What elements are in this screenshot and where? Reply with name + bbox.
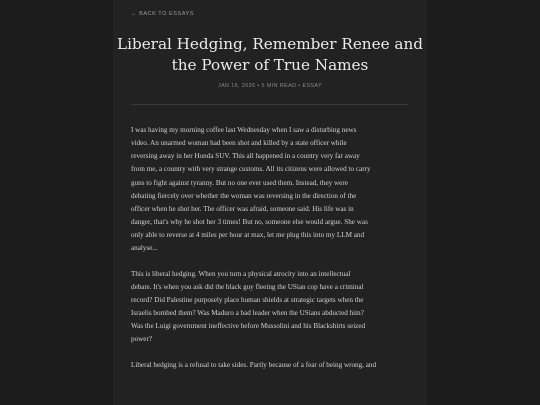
divider — [131, 104, 408, 105]
text-line: video. An unarmed woman had been shot and killed by a state officer while — [131, 139, 347, 148]
text-line: debating fiercely over whether the woman was reversing in the direction of the — [131, 191, 357, 200]
article-page — [113, 0, 427, 405]
text-line: officer when he shot her. The officer was afraid, someone said. His life was in — [131, 204, 354, 213]
text-line: danger, that's why he shot her 3 times! But no, someone else would argue. She was — [131, 218, 368, 227]
text-line: This is liberal hedging. When you turn a physical atrocity into an intellectual — [131, 269, 351, 278]
article-title — [113, 34, 427, 76]
text-line: guns to fight against tyranny. But no one ever used them. Instead, they were — [131, 178, 348, 187]
text-line: only able to reverse at 4 miles per hour at max, let me plug this into my LLM and — [131, 231, 365, 240]
back-to-essays-link[interactable] — [131, 11, 194, 17]
text-line: from me, a country with very strange customs. All its citizens were allowed to carry — [131, 165, 371, 174]
text-line: debate. It's when you ask did the black guy fleeing the USian cop have a criminal — [131, 282, 364, 291]
back-link-label: BACK TO ESSAYS — [139, 11, 194, 17]
text-line: power? — [131, 335, 153, 344]
text-line: Was the Luigi government ineffective before Mussolini and his Blackshirts seized — [131, 322, 366, 331]
left-arrow-icon: ← — [131, 11, 138, 17]
text-line: analyse... — [131, 244, 158, 253]
paragraph — [131, 124, 414, 256]
text-line: Israelis bombed them? Was Maduro a bad leader when the USians abducted him? — [131, 309, 364, 318]
title-line: the Power of True Names — [171, 56, 369, 74]
title-line: Liberal Hedging, Remember Renee and — [117, 35, 423, 53]
article-body — [131, 124, 414, 384]
article-meta: JAN 16, 2026 • 5 MIN READ • ESSAY — [217, 83, 323, 89]
text-line: reversing away in her Honda SUV. This all happened in a country very far away — [131, 152, 360, 161]
text-line: Liberal hedging is a refusal to take sides. Partly because of a fear of being wrong, and — [131, 360, 377, 369]
paragraph — [131, 268, 414, 347]
text-line: record? Did Palestine purposely place human shields at strategic targets when the — [131, 295, 364, 304]
paragraph — [131, 359, 414, 372]
text-line: I was having my morning coffee last Wednesday when I saw a disturbing news — [131, 126, 357, 134]
